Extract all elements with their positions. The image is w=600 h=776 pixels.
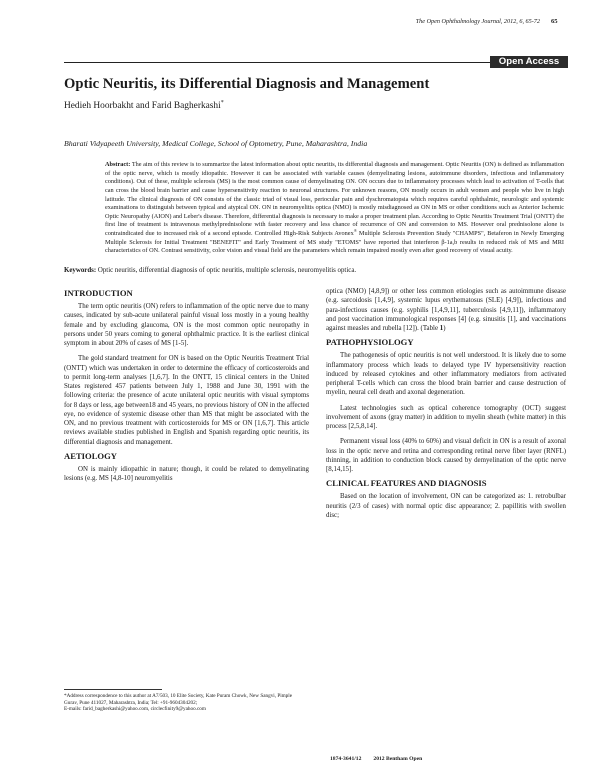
affiliation: Bharati Vidyapeeth University, Medical College, School of Optometry, Pune, Maharashtra, India — [64, 139, 368, 148]
footnote-rule — [64, 689, 162, 690]
clinical-paragraph-1: Based on the location of involvement, ON can be categorized as: 1. retrobulbar neuritis (2/3 of cases) with normal optic disc appearance; 2. papillitis with swollen disc; — [326, 493, 566, 519]
section-heading-aetiology: AETIOLOGY — [64, 450, 118, 461]
registered-mark: ® — [353, 227, 357, 233]
abstract — [105, 161, 564, 256]
publisher-notice: 2012 Bentham Open — [373, 756, 423, 762]
intro-paragraph-1: The term optic neuritis (ON) refers to inflammation of the optic nerve due to many causes, indicated by sub-acute unilateral painful visual loss mostly in a young healthy female and by excluding glaucoma, ON is the most common optic neuropathy in persons under 50 years coming to general ophthalmic practice. It is the earliest clinical symptom in about 20% of cases of MS [1-5]. — [64, 303, 309, 347]
keywords-text: Optic neuritis, differential diagnosis of optic neuritis, multiple sclerosis, neuromyelitis optica. — [96, 267, 357, 274]
right-column — [326, 287, 566, 520]
section-heading-introduction: INTRODUCTION — [64, 288, 133, 298]
footnote-address: *Address correspondence to this author at A7/503, 10 Elite Society, Kate Puram Chowk, New Sangvi, Pimple Gurav, Pune 411027, Maharashtra, India; Tel: +91-9604304202; — [64, 693, 293, 706]
article-title: Optic Neuritis, its Differential Diagnosis and Management — [64, 76, 430, 92]
pathophysiology-paragraph-3: Permanent visual loss (40% to 60%) and visual deficit in ON is a result of axonal loss in the optic nerve and retina and corresponding retinal nerve fiber layer (RNFL) thinning, in addition to conduction block caused by demyelination of the optic nerve [8,14,15]. — [326, 438, 566, 473]
left-column — [64, 287, 309, 483]
table-reference: 1 — [439, 325, 444, 332]
section-heading-pathophysiology: PATHOPHYSIOLOGY — [326, 337, 414, 348]
footnote-emails: E-mails: farid_bagherkashi@yahoo.com, circlecfinity9@yahoo.com — [64, 706, 206, 713]
table-reference-close: ) — [443, 325, 446, 332]
corresponding-marker: * — [220, 100, 224, 106]
authors-text: Hedieh Hoorbakht and Farid Bagherkashi — [64, 101, 221, 112]
pathophysiology-paragraph-2: Latest technologies such as optical coherence tomography (OCT) suggest involvement of axons (gray matter) in addition to myelin sheath (white matter) in this process [2,5,8,14]. — [326, 404, 566, 430]
section-heading-clinical-features: CLINICAL FEATURES AND DIAGNOSIS — [326, 478, 487, 489]
page-footer — [330, 756, 422, 762]
intro-paragraph-2: The gold standard treatment for ON is based on the Optic Neuritis Treatment Trial (ONTT) which was undertaken in order to determine the efficacy of corticosteroids and to permit long-term analyses [1,6,7]. In the ONTT, 15 clinical centers in the United States registered 457 patients between July 1, 1988 and June 30, 1991 with the following criteria: the presence of acute unilateral optic neuritis with visual symptoms for 8 days or less, age between18 and 45 years, no previous history of ON in the affected eye, no evidence of systemic disease other than MS that might be associated with the ON, and no previous treatment with corticosteroids for MS or ON [1,6,7]. This article reviews available studies published in English and Spanish regarding optic neuritis, its differential diagnosis and management. — [64, 355, 309, 446]
author-list — [64, 100, 224, 111]
aetiology-paragraph: ON is mainly idiopathic in nature; though, it could be related to demyelinating lesions (e.g. MS [4,8-10] neuromyelitis — [64, 465, 309, 482]
running-head: The Open Ophthalmology Journal, 2012, 6, 65-72 — [415, 18, 540, 25]
aetiology-continuation — [326, 287, 566, 333]
issn-code: 1874-3641/12 — [330, 756, 362, 762]
keywords-label: Keywords: — [64, 267, 97, 274]
abstract-label: Abstract: — [105, 161, 131, 168]
page-number: 65 — [551, 18, 558, 25]
abstract-text-1: The aim of this review is to summarize the latest information about optic neuritis, its differential diagnosis and management. Optic Neuritis (ON) is defined as inflammation of the optic nerve, which is mostly idiopathic. However it can be associated with variable causes (demyelinating lesions, autoimmune disorders, infectious and inflammatory conditions). Out of these, multiple sclerosis (MS) is the most common cause of demyelinating ON. ON occurs due to inflammatory processes which lead to activation of T-cells that can cross the blood brain barrier and cause hypersensitivity reaction to neuronal structures. For unknown reasons, ON mostly occurs in adult women and people who live in high latitude. The clinical diagnosis of ON consists of the classic triad of visual loss, periocular pain and dyschromatopsia which requires careful ophthalmic, neurologic and systemic examinations to distinguish between typical and atypical ON. ON in neuromyelitis optica (NMO) is mostly misdiagnosed as ON in MS or other conditions such as Anterior Ischemic Optic Neuropathy (AION) and Leber's disease. Therefore, differential diagnosis is necessary to make a proper treatment plan. According to Optic Neuritis Treatment Trial (ONTT) the first line of treatment is intravenous methylprednisolone with faster recovery and less chance of recurrence of ON and conversion to MS. However oral prednisolone alone is contraindicated due to increased risk of a second episode. Controlled High-Risk Subjects Avonex — [105, 161, 564, 237]
abstract-text-2: Multiple Sclerosis Prevention Study "CHAMPS", Betaferon in Newly Emerging Multiple Sclerosis for Initial Treatment "BENEFIT" and Early Treatment of MS study "ETOMS" have reported that interferon β-1a,b results in reduced risk of MS and MRI characteristics of ON. Contrast sensitivity, color vision and visual field are the parameters which remain impaired mostly even after good recovery of visual acuity. — [105, 230, 565, 255]
pathophysiology-paragraph-1: The pathogenesis of optic neuritis is not well understood. It is likely due to some inflammatory process which leads to delayed type IV hypersensitivity reaction induced by released cytokines and other inflammatory mediators from activated peripheral T-cells which can cross the blood brain barrier and cause destruction of myelin, neural cell death and axonal degeneration. — [326, 352, 566, 397]
keywords — [64, 267, 564, 274]
aetiology-continuation-text: optica (NMO) [4,8,9]) or other less common etiologies such as autoimmune disease (e.g. sarcoidosis [1,4,9], systemic lupus erythematosus (SLE) [4,9]), infectious and para-infectious causes (e.g. syphilis [1,4,9,11], tuberculosis [4,9,11]), inflammatory and post vaccination immunological responses [4] (e.g. sinusitis [1], and vaccinations against measles and rubella [12]). (Table — [326, 288, 566, 332]
open-access-badge: Open Access — [490, 56, 568, 68]
correspondence-footnote — [64, 693, 302, 713]
